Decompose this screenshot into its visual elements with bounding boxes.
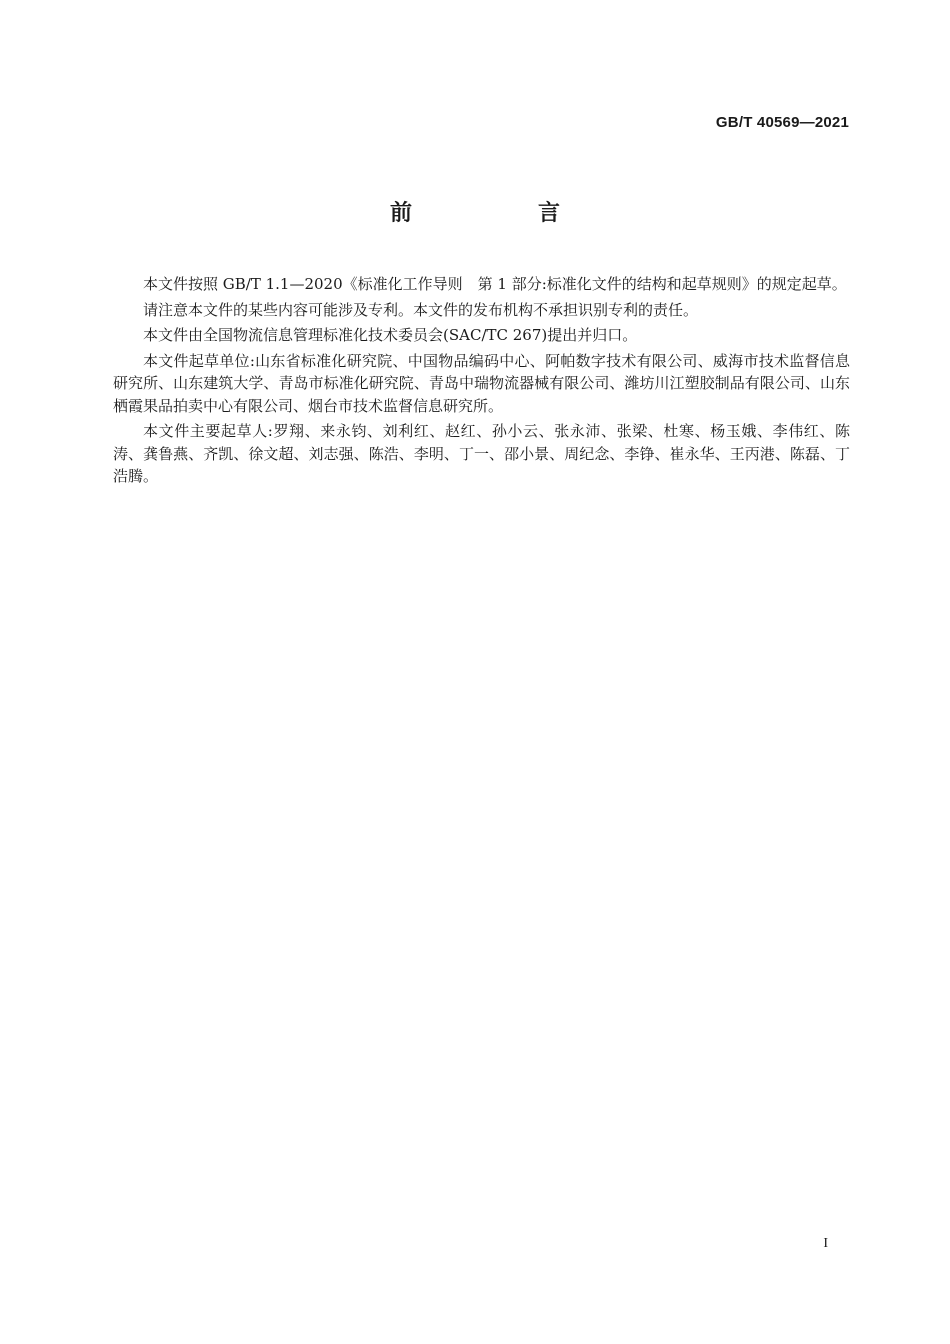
standard-number: GB/T 40569—2021 bbox=[715, 114, 849, 131]
foreword-body bbox=[113, 273, 850, 491]
page-title: 前 言 bbox=[389, 201, 612, 226]
paragraph-drafting-units: 本文件起草单位:山东省标准化研究院、中国物品编码中心、阿帕数字技术有限公司、威海市技术监督信息研究所、山东建筑大学、青岛市标准化研究院、青岛中瑞物流器械有限公司、潍坊川江塑胶制品有限公司、山东栖霞果品拍卖中心有限公司、烟台市技术监督信息研究所。 bbox=[113, 351, 850, 415]
paragraph-drafters: 本文件主要起草人:罗翔、来永钧、刘利红、赵红、孙小云、张永沛、张梁、杜寒、杨玉娥、李伟红、陈涛、龚鲁燕、齐凯、徐文超、刘志强、陈浩、李明、丁一、邵小景、周纪念、李铮、崔永华、王丙港、陈磊、丁浩腾。 bbox=[113, 422, 850, 485]
paragraph-drafting-rules: 本文件按照 GB/T 1.1—2020《标准化工作导则 第 1 部分:标准化文件的结构和起草规则》的规定起草。 bbox=[143, 275, 847, 293]
paragraph-proposer: 本文件由全国物流信息管理标准化技术委员会(SAC/TC 267)提出并归口。 bbox=[143, 326, 638, 344]
page-number: I bbox=[823, 1236, 828, 1251]
paragraph-patent-notice: 请注意本文件的某些内容可能涉及专利。本文件的发布机构不承担识别专利的责任。 bbox=[143, 300, 699, 319]
